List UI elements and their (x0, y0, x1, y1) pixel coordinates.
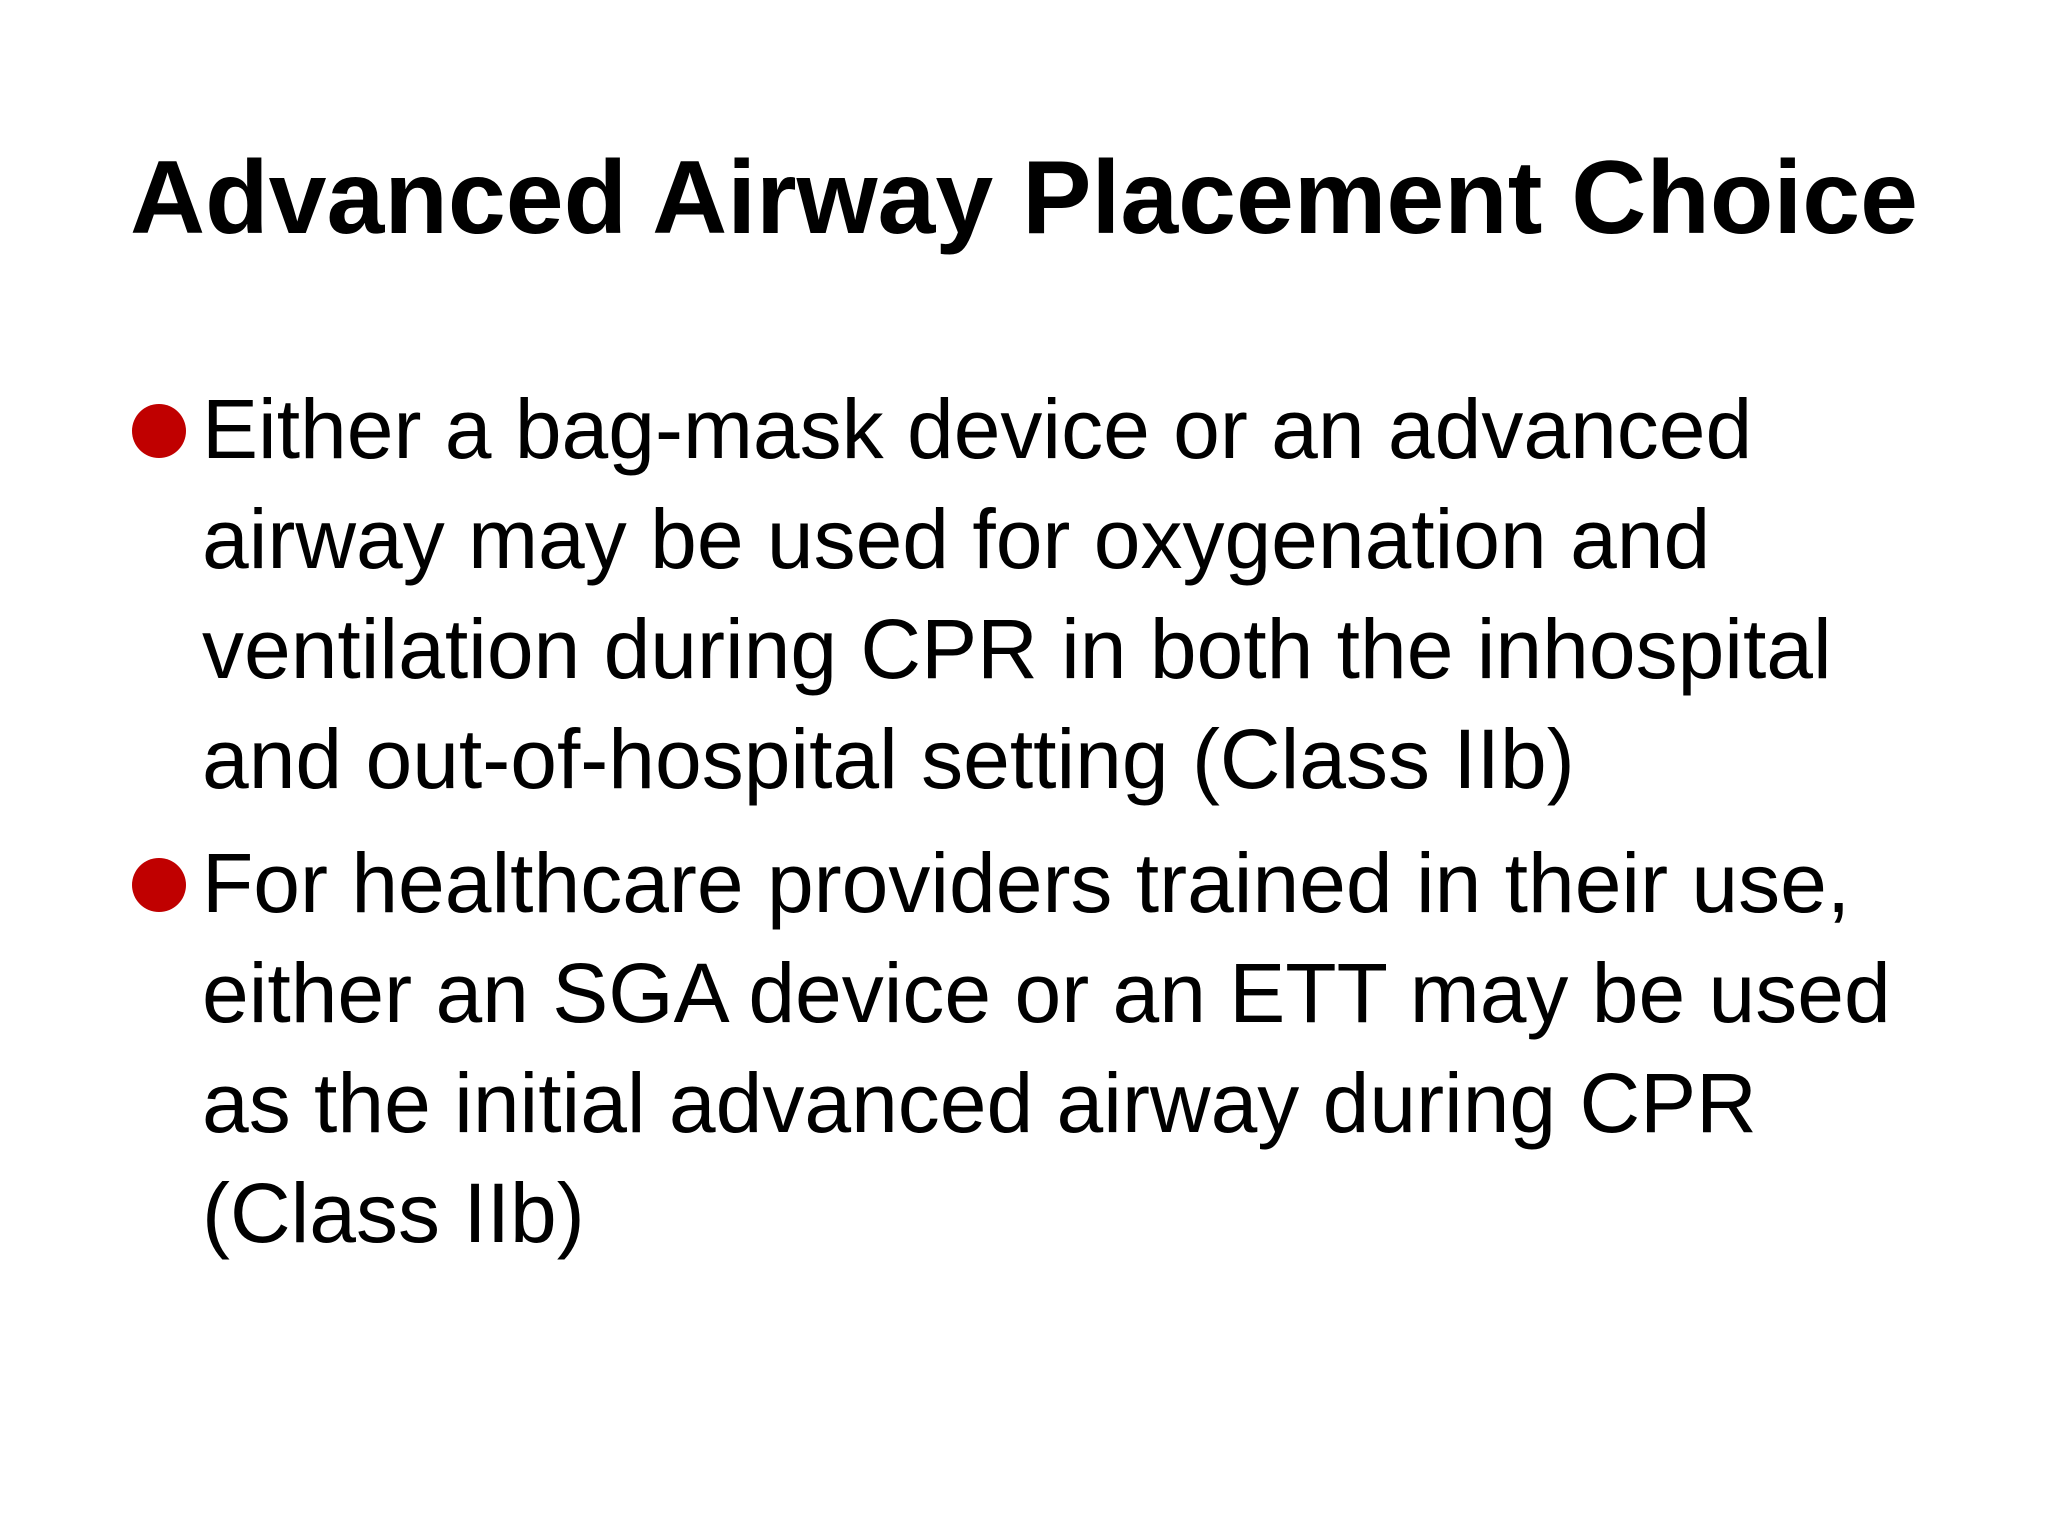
bullet-text: Either a bag-mask device or an advanced airway may be used for oxygenation and ventilation during CPR in both the inhospital and out-of-hospital setting (Class IIb) (202, 382, 1832, 806)
bullet-dot-icon (132, 404, 186, 458)
bullet-list (0, 374, 2048, 1282)
slide-title: Advanced Airway Placement Choice (130, 140, 1918, 256)
bullet-dot-icon (132, 858, 186, 912)
bullet-item (0, 374, 1922, 814)
bullet-text: For healthcare providers trained in their use, either an SGA device or an ETT may be used as the initial advanced airway during CPR (Class IIb) (202, 836, 1891, 1260)
bullet-item (0, 828, 1922, 1268)
